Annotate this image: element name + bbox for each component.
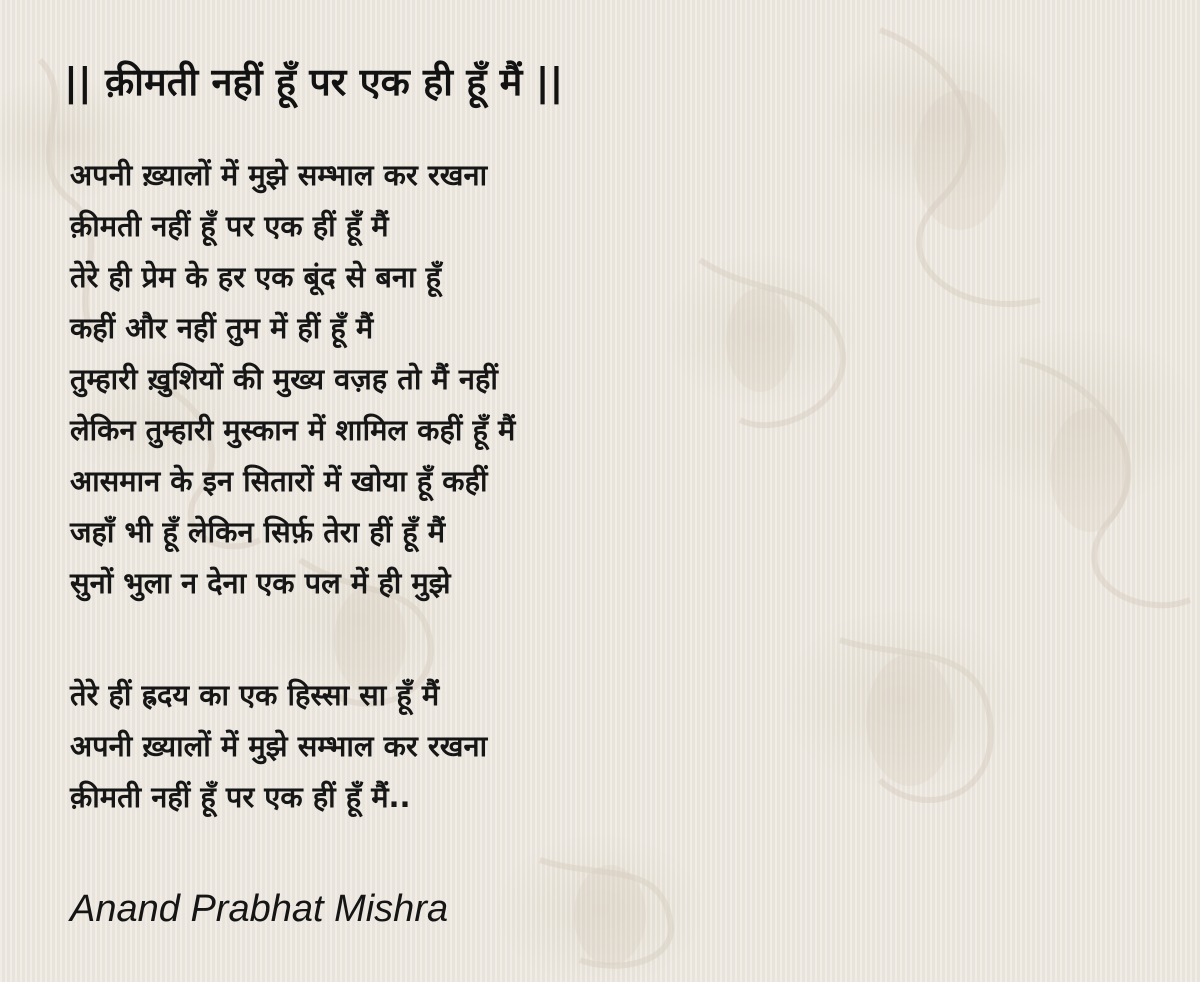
poem-line: लेकिन तुम्हारी मुस्कान में शामिल कहीं हूँ मैं: [70, 413, 516, 447]
stanza-two: [70, 670, 487, 823]
poem-line: तेरे हीं ह्रदय का एक हिस्सा सा हूँ मैं: [70, 678, 440, 712]
poem-line: सुनों भुला न देना एक पल में ही मुझे: [70, 566, 451, 600]
poem-line: तेरे ही प्रेम के हर एक बूंद से बना हूँ: [70, 260, 441, 294]
poem-line: तुम्हारी ख़ुशियों की मुख्य वज़ह तो मैं नहीं: [70, 362, 498, 396]
poem-line: क़ीमती नहीं हूँ पर एक हीं हूँ मैं: [70, 209, 389, 243]
poem-title: || क़ीमती नहीं हूँ पर एक ही हूँ मैं ||: [64, 60, 564, 104]
poem-line: क़ीमती नहीं हूँ पर एक हीं हूँ मैं..: [70, 780, 411, 814]
poem-line: जहाँ भी हूँ लेकिन सिर्फ़ तेरा हीं हूँ मैं: [70, 515, 446, 549]
author-name: Anand Prabhat Mishra: [70, 888, 449, 930]
stanza-one: [70, 150, 515, 609]
poem-line: अपनी ख़्यालों में मुझे सम्भाल कर रखना: [70, 158, 488, 192]
poem-line: आसमान के इन सितारों में खोया हूँ कहीं: [70, 464, 488, 498]
poem-line: कहीं और नहीं तुम में हीं हूँ मैं: [70, 311, 374, 345]
poem-line: अपनी ख़्यालों में मुझे सम्भाल कर रखना: [70, 729, 488, 763]
